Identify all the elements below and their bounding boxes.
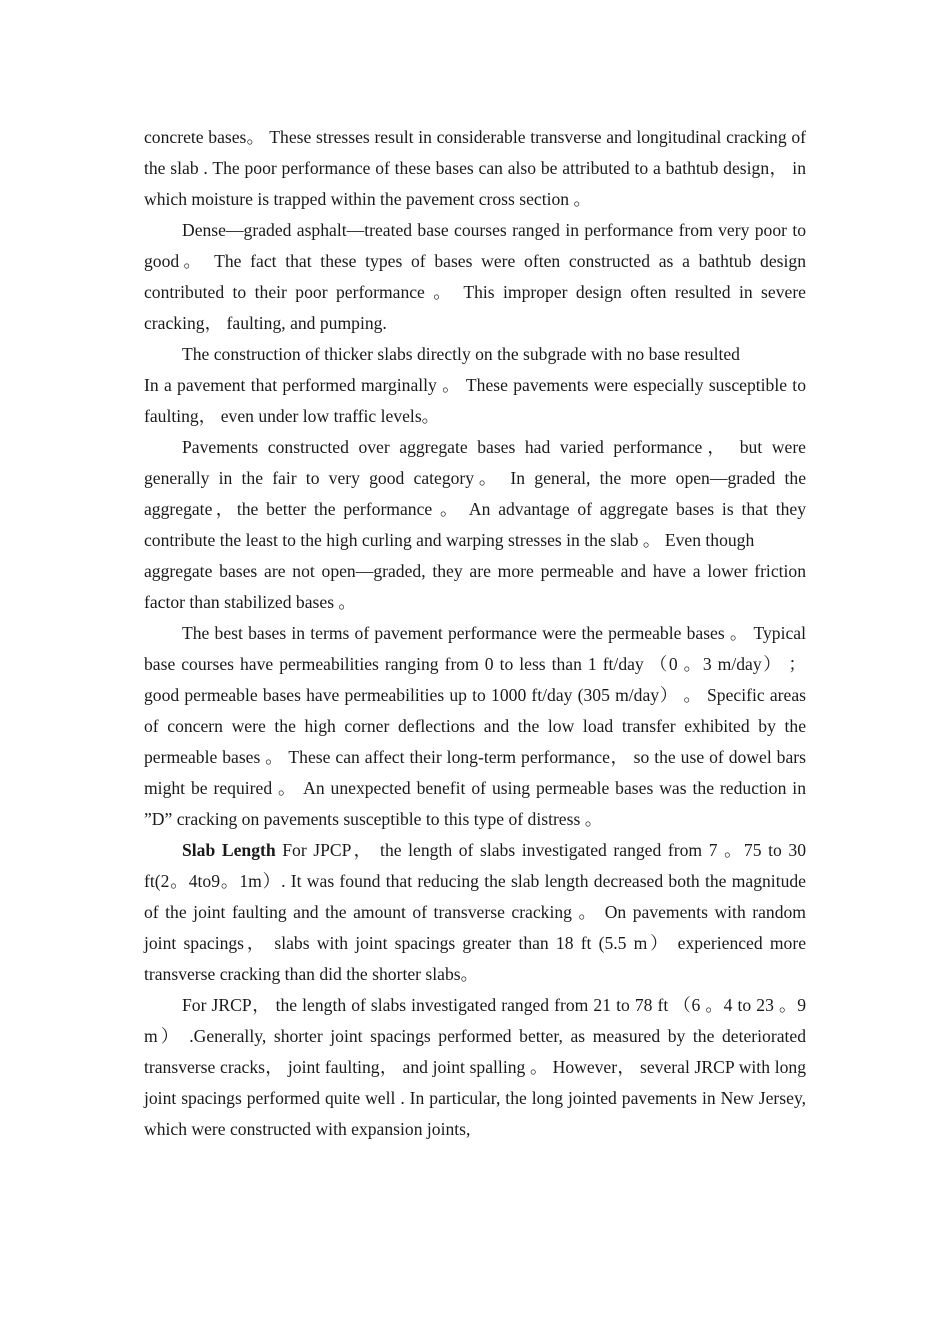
paragraph-slab-length	[144, 835, 806, 990]
paragraph-aggregate-bases: Pavements constructed over aggregate bases had varied performance， but were generally in the fair to very good category。 In general, the more open—graded the aggregate，the better the performance 。 An advantage of aggregate bases is that they contribute the least to the high curling and warping stresses in the slab 。 Even though	[144, 437, 806, 550]
body-text	[144, 122, 806, 1145]
paragraph-thicker-slabs-continued: In a pavement that performed marginally 。 These pavements were especially susceptible to faulting， even under low traffic levels。	[144, 375, 806, 426]
paragraph-dense-graded: Dense—graded asphalt—treated base courses ranged in performance from very poor to good。 The fact that these types of bases were often constructed as a bathtub design contributed to their poor performance 。 This improper design often resulted in severe cracking， faulting, and pumping.	[144, 220, 806, 333]
paragraph-aggregate-continued: aggregate bases are not open—graded, they are more permeable and have a lower friction factor than stabilized bases 。	[144, 561, 806, 612]
paragraph-permeable-bases: The best bases in terms of pavement performance were the permeable bases 。 Typical base courses have permeabilities ranging from 0 to less than 1 ft/day （0 。3 m/day） ； good permeable bases have permeabilities up to 1000 ft/day (305 m/day） 。 Specific areas of concern were the high corner deflections and the low load transfer exhibited by the permeable bases 。 These can affect their long-term performance， so the use of dowel bars might be required 。 An unexpected benefit of using permeable bases was the reduction in ”D” cracking on pavements susceptible to this type of distress 。	[144, 623, 806, 829]
paragraph-thicker-slabs-line: The construction of thicker slabs directly on the subgrade with no base resulted	[182, 344, 740, 364]
paragraph-concrete-bases: concrete bases。 These stresses result in considerable transverse and longitudinal cracking of the slab . The poor performance of these bases can also be attributed to a bathtub design， in which moisture is trapped within the pavement cross section 。	[144, 127, 806, 209]
paragraph-jrcp: For JRCP， the length of slabs investigated ranged from 21 to 78 ft （6 。4 to 23 。9 m） .Generally, shorter joint spacings performed better, as measured by the deteriorated transverse cracks， joint faulting， and joint spalling 。 However， several JRCP with long joint spacings performed quite well . In particular, the long jointed pavements in New Jersey, which were constructed with expansion joints,	[144, 995, 806, 1139]
slab-length-text: For JPCP， the length of slabs investigated ranged from 7 。75 to 30 ft(2。4to9。1m）. It was found that reducing the slab length decreased both the magnitude of the joint faulting and the amount of transverse cracking 。 On pavements with random joint spacings， slabs with joint spacings greater than 18 ft (5.5 m） experienced more transverse cracking than did the shorter slabs。	[144, 840, 806, 984]
slab-length-heading: Slab Length	[182, 840, 276, 860]
